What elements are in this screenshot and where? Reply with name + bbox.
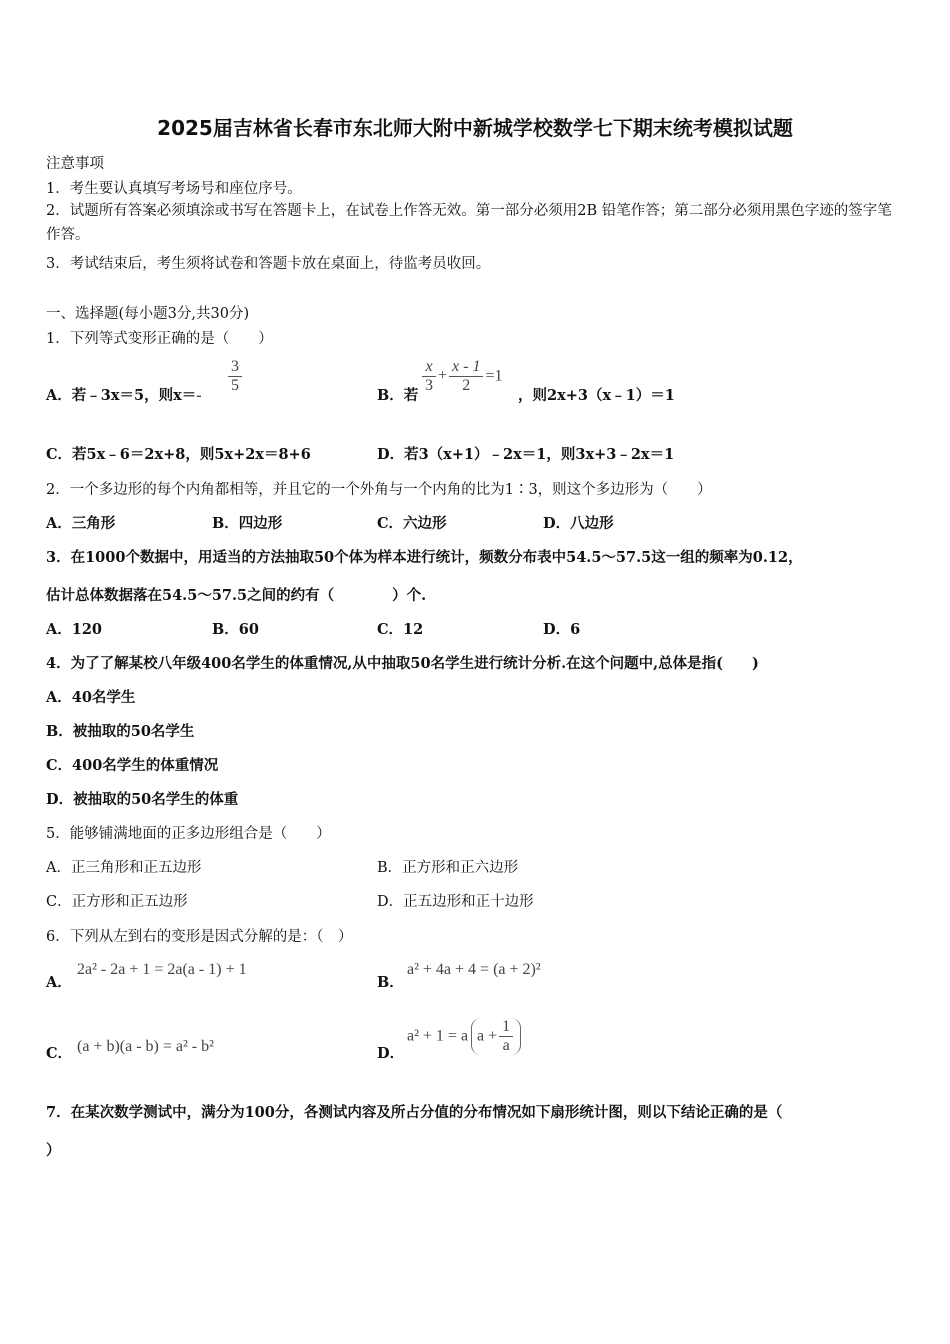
q4-option-d: D．被抽取的50名学生的体重 [46,791,239,808]
q5-stem: 5．能够铺满地面的正多边形组合是（ ） [46,826,331,842]
q6-option-b-label: B． [377,974,404,991]
q5-option-a: A．正三角形和正五边形 [46,860,202,876]
notice-heading: 注意事项 [46,156,104,172]
q3-option-d: D．6 [543,621,581,638]
q1-option-d: D．若3（x+1）﹣2x＝1，则3x+3﹣2x＝1 [377,446,675,463]
q2-option-b: B．四边形 [212,515,283,532]
q4-option-a: A．40名学生 [46,689,136,706]
q1-option-b-equation: $\frac{x}{3}$ + $\frac{x - 1}{2}$ =1 [420,358,503,395]
q4-option-c: C．400名学生的体重情况 [46,757,219,774]
q3-stem-line2: 估计总体数据落在54.5～57.5之间的约有（ ）个. [46,587,427,604]
q6-d-paren-a: a + [477,1027,498,1045]
q6-option-c-expr: (a + b)(a - b) = a² - b² [77,1038,214,1055]
q1-b-frac2-num: x - 1 [449,358,483,377]
q6-option-d-expr [407,1018,521,1055]
q1-b-frac1-den: 3 [425,377,433,394]
q1-b-frac2-den: 2 [462,377,471,394]
q4-option-b: B．被抽取的50名学生 [46,723,195,740]
q1-option-a-text: A．若﹣3x＝5，则x＝ [46,387,197,404]
q1-a-frac-den: 5 [231,377,239,394]
q6-option-d-label: D． [377,1045,405,1062]
q7-stem-line1: 7．在某次数学测试中，满分为100分，各测试内容及所占分值的分布情况如下扇形统计图，则以下结论正确的是（ [46,1104,783,1121]
q3-option-b: B．60 [212,621,259,638]
q2-option-a: A．三角形 [46,515,116,532]
q1-a-frac-num: 3 [228,358,242,377]
q6-d-paren [471,1018,521,1055]
q2-option-c: C．六边形 [377,515,447,532]
q6-d-frac-num: 1 [499,1018,513,1037]
q6-stem: 6．下列从左到右的变形是因式分解的是：（ ） [46,929,353,945]
q1-option-a [46,384,202,405]
q1-option-c: C．若5x﹣6＝2x+8，则5x+2x＝8+6 [46,446,311,463]
q3-stem-line1: 3．在1000个数据中，用适当的方法抽取50个体为样本进行统计，频数分布表中54.5～57.5这一组的频率为0.12， [46,549,803,566]
notice-item-3: 3．考试结束后，考生须将试卷和答题卡放在桌面上，待监考员收回。 [46,256,491,272]
q6-option-a-label: A． [46,974,72,991]
notice-item-2: 2．试题所有答案必须填涂或书写在答题卡上，在试卷上作答无效。第一部分必须用2B 铅笔作答；第二部分必须用黑色字迹的签字笔作答。 [46,203,892,243]
q6-d-expr-pre: a² + 1 = a [407,1027,469,1045]
q3-option-a: A．120 [46,621,103,638]
page-title: 2025届吉林省长春市东北师大附中新城学校数学七下期末统考模拟试题 [157,116,793,140]
notice-item-1: 1．考生要认真填写考场号和座位序号。 [46,181,302,197]
q1-b-frac1-num: x [422,358,436,377]
q6-d-frac-den: a [502,1037,510,1054]
q6-option-c-label: C． [46,1045,73,1062]
q1-stem: 1．下列等式变形正确的是（ ） [46,331,273,347]
q5-option-d: D．正五边形和正十边形 [377,894,534,910]
q6-option-a-expr: 2a² - 2a + 1 = 2a(a - 1) + 1 [77,961,247,978]
q1-option-b-suffix: ，则2x+3（x﹣1）＝1 [518,387,675,404]
q1-b-eq: =1 [485,367,503,385]
q7-stem-line2: ） [46,1142,61,1159]
q2-option-d: D．八边形 [543,515,614,532]
q5-option-c: C．正方形和正五边形 [46,894,188,910]
q6-option-b-expr: a² + 4a + 4 = (a + 2)² [407,961,541,978]
section-heading: 一、选择题(每小题3分,共30分) [46,306,250,322]
q1-option-a-sign: - [196,387,202,404]
q3-option-c: C．12 [377,621,424,638]
q4-stem: 4．为了了解某校八年级400名学生的体重情况,从中抽取50名学生进行统计分析.在这个问题中,总体是指( ) [46,655,759,672]
q1-option-a-fraction [226,358,244,395]
q1-option-b-prefix: B．若 [377,387,419,404]
q2-stem: 2．一个多边形的每个内角都相等，并且它的一个外角与一个内角的比为1∶3，则这个多边形为（ ） [46,482,712,498]
q5-option-b: B．正方形和正六边形 [377,860,519,876]
